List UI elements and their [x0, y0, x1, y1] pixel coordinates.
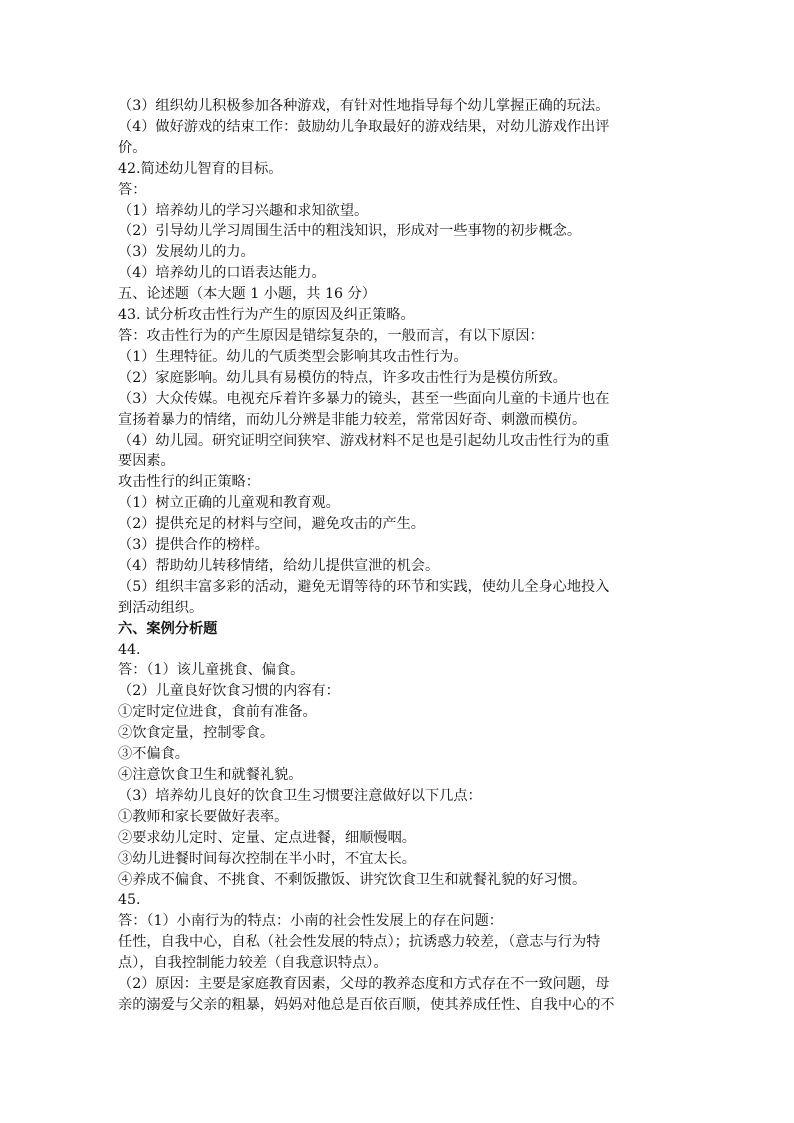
text-line: 价。 — [118, 139, 147, 156]
text-line: （3）组织幼儿积极参加各种游戏，有针对性地指导每个幼儿掌握正确的玩法。 — [118, 98, 610, 114]
text-line: 宣扬着暴力的情绪，而幼儿分辨是非能力较差，常常因好奇、刺激而模仿。 — [118, 411, 587, 428]
text-line: ④注意饮食卫生和就餐礼貌。 — [118, 767, 303, 783]
text-line: 答：攻击性行为的产生原因是错综复杂的，一般而言，有以下原因： — [118, 327, 544, 344]
text-line: ③不偏食。 — [118, 746, 189, 763]
text-line: （3）大众传媒。电视充斥着许多暴力的镜头，甚至一些面向儿童的卡通片也在 — [118, 390, 610, 407]
text-line: （4）帮助幼儿转移情绪，给幼儿提供宣泄的机会。 — [118, 557, 440, 574]
text-line: 42.简述幼儿智育的目标。 — [118, 160, 283, 177]
text-line: （2）原因：主要是家庭教育因素，父母的教养态度和方式存在不一致问题，母 — [118, 976, 610, 993]
text-line: （4）做好游戏的结束工作：鼓励幼儿争取最好的游戏结果，对幼儿游戏作出评 — [118, 118, 610, 135]
text-line: （2）儿童良好饮食习惯的内容有： — [118, 683, 340, 700]
text-line: （3）培养幼儿良好的饮食卫生习惯要注意做好以下几点： — [118, 787, 482, 804]
text-line: ①教师和家长要做好表率。 — [118, 808, 289, 825]
text-line: 答： — [118, 181, 147, 198]
text-line: 点），自我控制能力较差（自我意识特点）。 — [118, 955, 388, 972]
text-line: 43. 试分析攻击性行为产生的原因及纠正策略。 — [118, 307, 415, 324]
text-line: 五、论述题（本大题 1 小题，共 16 分） — [118, 286, 376, 303]
text-line: （3）提供合作的榜样。 — [118, 537, 269, 554]
text-line: 45. — [118, 892, 141, 909]
text-line: 44. — [118, 641, 141, 658]
text-line: （1）树立正确的儿童观和教育观。 — [118, 495, 340, 512]
text-line: 到活动组织。 — [118, 599, 204, 616]
text-line: （1）培养幼儿的学习兴趣和求知欲望。 — [118, 202, 369, 219]
text-line: （2）提供充足的材料与空间，避免攻击的产生。 — [118, 516, 425, 533]
text-line: （5）组织丰富多彩的活动，避免无谓等待的环节和实践，使幼儿全身心地投入 — [118, 578, 610, 595]
text-line: ②饮食定量，控制零食。 — [118, 725, 275, 742]
text-line: 答：（1）该儿童挑食、偏食。 — [118, 662, 305, 679]
text-line: （4）培养幼儿的口语表达能力。 — [118, 265, 326, 282]
text-line: ②要求幼儿定时、定量、定点进餐，细顺慢咽。 — [118, 829, 416, 846]
text-line: 要因素。 — [118, 453, 175, 470]
text-line: （2）家庭影响。幼儿具有易模仿的特点，许多攻击性行为是模仿所致。 — [118, 369, 567, 386]
text-line: 六、案例分析题 — [118, 620, 218, 637]
text-line: （2）引导幼儿学习周围生活中的粗浅知识，形成对一些事物的初步概念。 — [118, 223, 582, 240]
text-line: 答：（1）小南行为的特点：小南的社会性发展上的存在问题： — [118, 913, 503, 930]
text-line: 亲的溺爱与父亲的粗暴，妈妈对他总是百依百顺，使其养成任性、自我中心的不 — [118, 996, 615, 1013]
text-line: （1）生理特征。幼儿的气质类型会影响其攻击性行为。 — [118, 348, 468, 365]
text-line: 攻击性行的纠正策略： — [118, 474, 260, 491]
text-line: ①定时定位进食，食前有准备。 — [118, 704, 317, 721]
text-line: ④养成不偏食、不挑食、不剩饭撒饭、讲究饮食卫生和就餐礼貌的好习惯。 — [118, 871, 587, 888]
text-line: 任性，自我中心，自私（社会性发展的特点）；抗诱惑力较差，（意志与行为特 — [118, 934, 601, 951]
text-line: （4）幼儿园。研究证明空间狭窄、游戏材料不足也是引起幼儿攻击性行为的重 — [118, 432, 610, 449]
text-line: （3）发展幼儿的力。 — [118, 244, 255, 261]
document-page — [118, 96, 680, 1016]
text-line: ③幼儿进餐时间每次控制在半小时，不宜太长。 — [118, 850, 416, 867]
